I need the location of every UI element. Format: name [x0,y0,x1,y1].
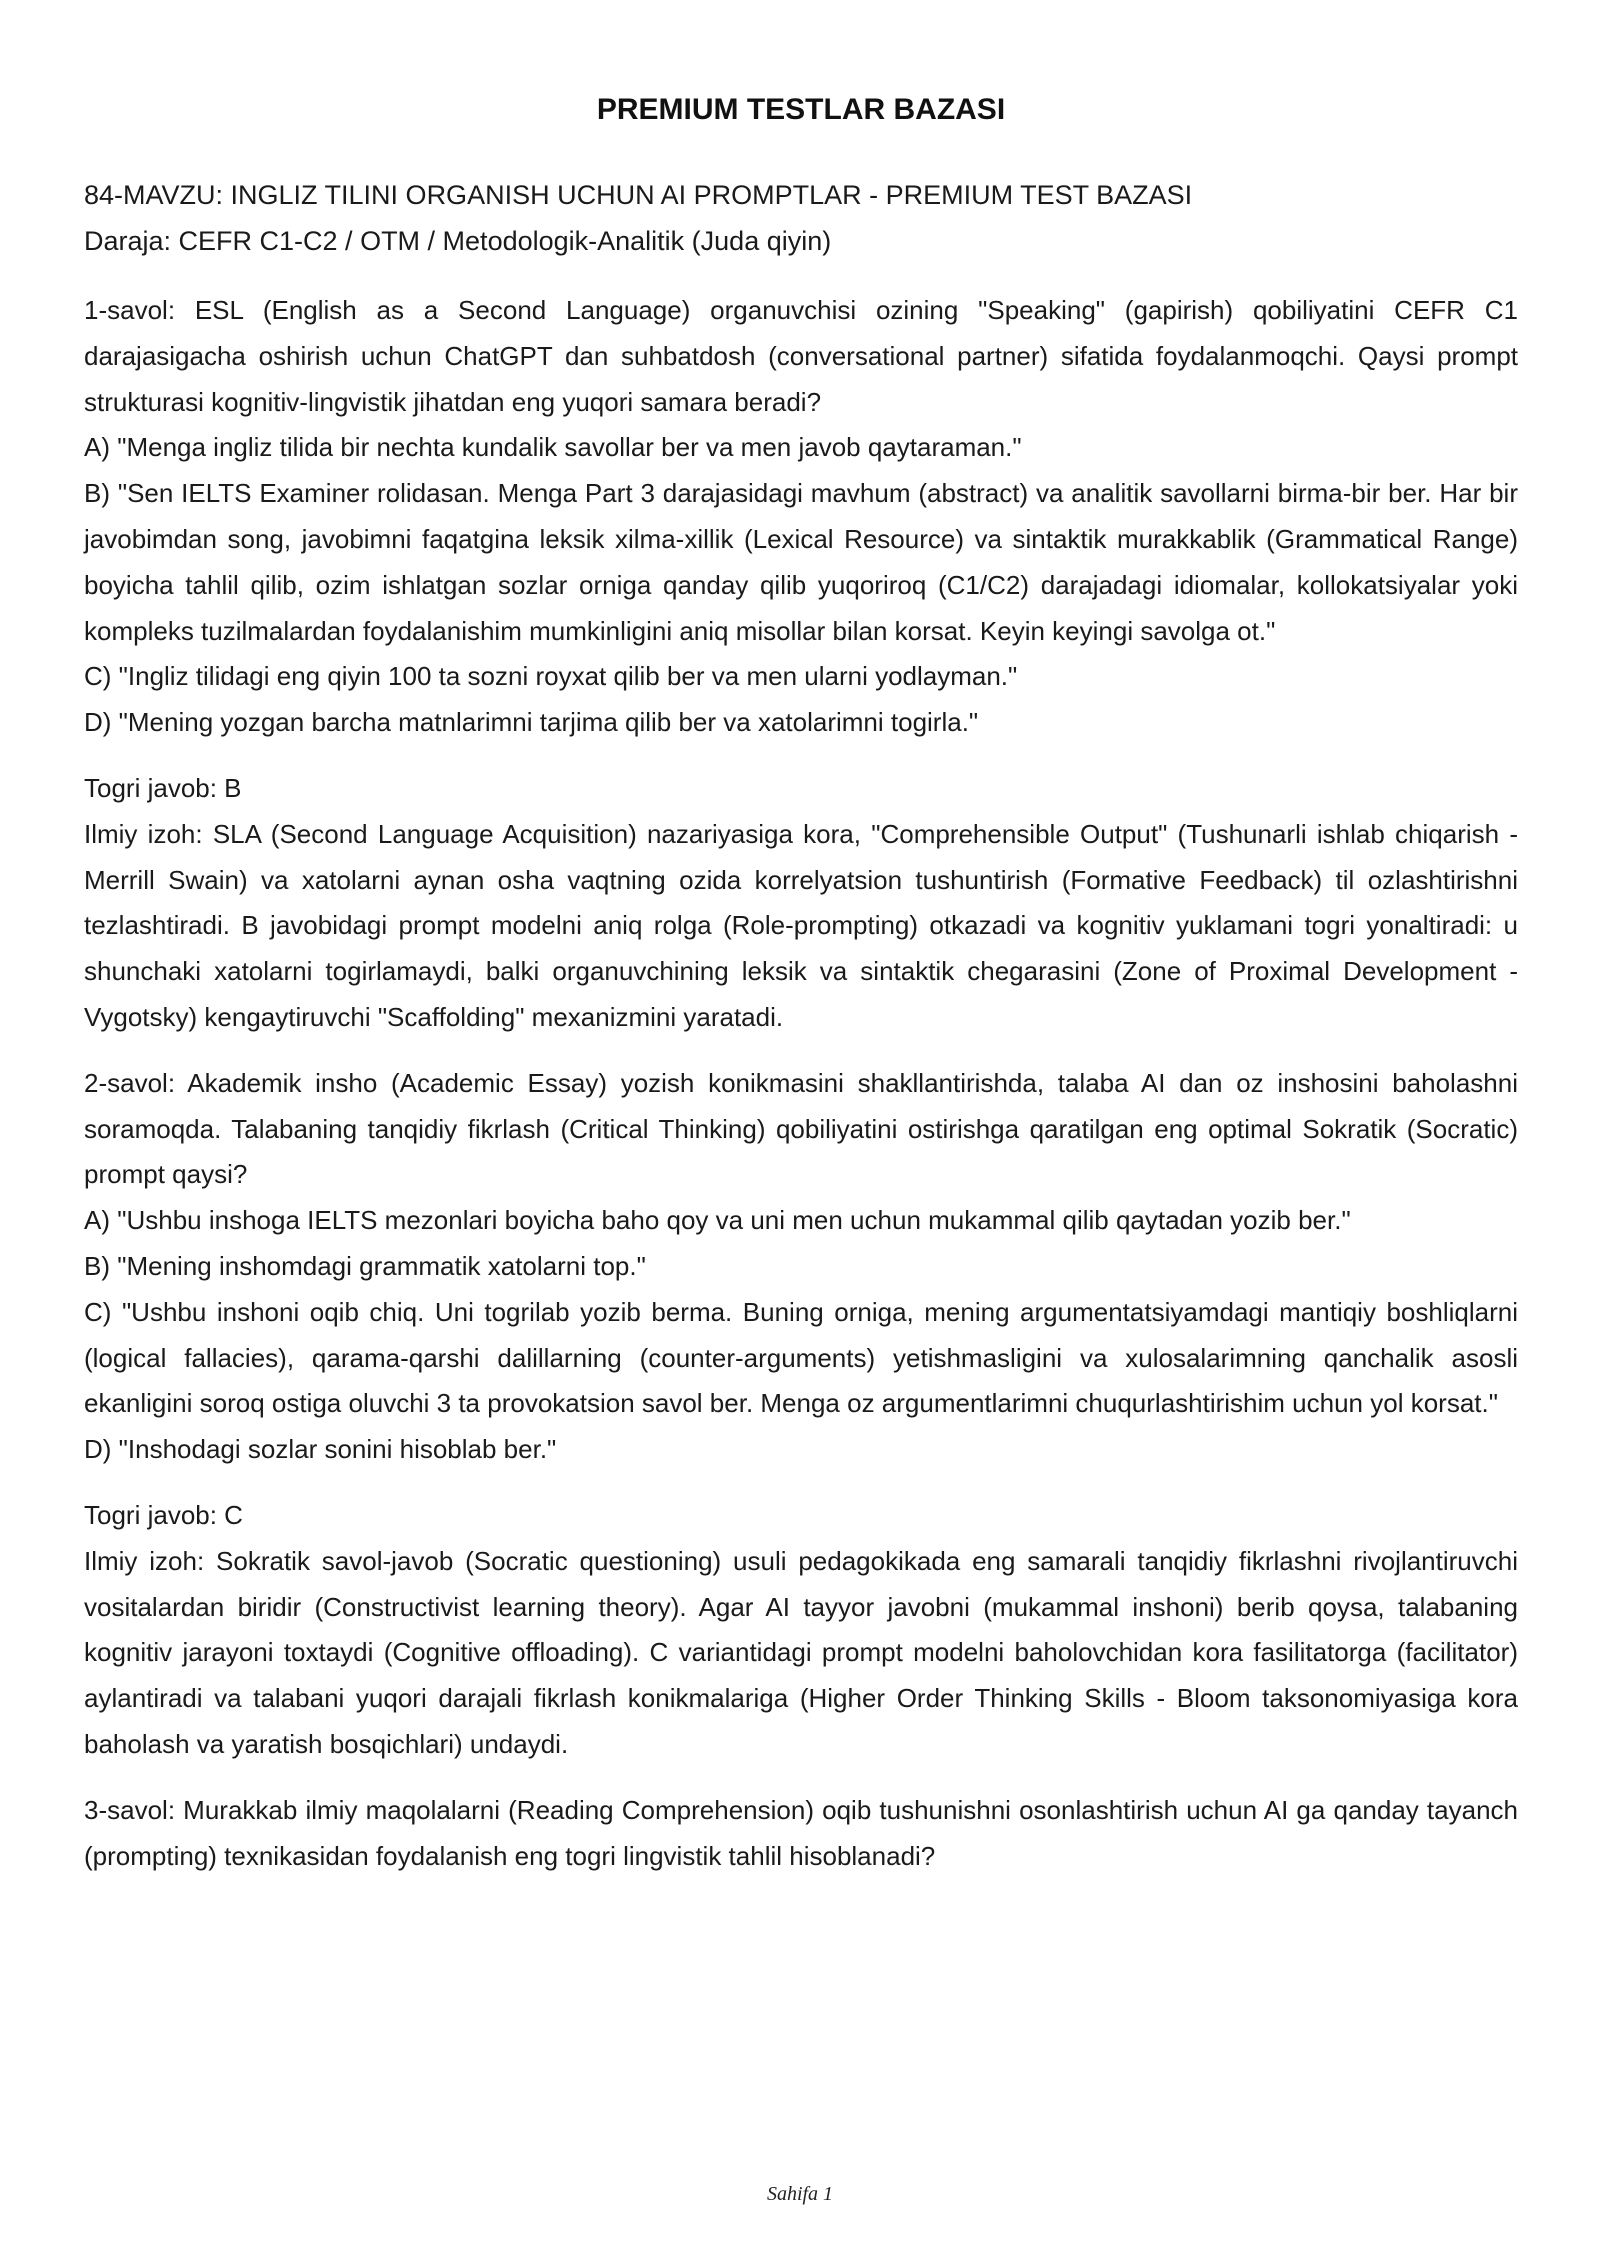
correct-answer: Togri javob: C [84,1499,243,1530]
topic-line: 84-MAVZU: INGLIZ TILINI ORGANISH UCHUN AI PROMPTLAR - PREMIUM TEST BAZASI [84,180,1193,210]
answer-1 [84,766,1518,1041]
explanation: Ilmiy izoh: SLA (Second Language Acquisition) nazariyasiga kora, "Comprehensible Output" (Tushunarli ishlab chiqarish - Merrill Swain) va xatolarni aynan osha vaqtning ozida korrelyatsion tushuntirish (Formative Feedback) til ozlashtirishni tezlashtiradi. B javobidagi prompt modelni aniq rolga (Role-prompting) otkazadi va kognitiv yuklamani togri yonaltiradi: u shunchaki xatolarni togirlamaydi, balki organuvchining leksik va sintaktik chegarasini (Zone of Proximal Development - Vygotsky) kengaytiruvchi "Scaffolding" mexanizmini yaratadi. [84,818,1518,1032]
answer-2 [84,1493,1518,1768]
option-a: A) "Menga ingliz tilida bir nechta kundalik savollar ber va men javob qaytaraman." [84,432,1022,463]
question-text: 2-savol: Akademik insho (Academic Essay) yozish konikmasini shakllantirishda, talaba AI dan oz inshosini baholashni soramoqda. Talabaning tanqidiy fikrlash (Critical Thinking) qobiliyatini ostirishga qaratilgan eng optimal Sokratik (Socratic) prompt qaysi? [84,1067,1518,1190]
question-text: 3-savol: Murakkab ilmiy maqolalarni (Reading Comprehension) oqib tushunishni osonlashtirish uchun AI ga qanday tayanch (prompting) texnikasidan foydalanish eng togri lingvistik tahlil hisoblanadi? [84,1794,1518,1871]
option-d: D) "Mening yozgan barcha matnlarimni tarjima qilib ber va xatolarimni togirla." [84,707,979,738]
option-d: D) "Inshodagi sozlar sonini hisoblab ber." [84,1434,557,1465]
page-number: Sahifa 1 [766,2183,834,2205]
question-3 [84,1788,1518,1880]
topic-header [84,172,1518,264]
explanation: Ilmiy izoh: Sokratik savol-javob (Socratic questioning) usuli pedagokikada eng samarali tanqidiy fikrlashni rivojlantiruvchi vositalardan biridir (Constructivist learning theory). Agar AI tayyor javobni (mukammal inshoni) berib qoysa, talabaning kognitiv jarayoni toxtaydi (Cognitive offloading). C variantidagi prompt modelni baholovchidan kora fasilitatorga (facilitator) aylantiradi va talabani yuqori darajali fikrlash konikmalariga (Higher Order Thinking Skills - Bloom taksonomiyasiga kora baholash va yaratish bosqichlari) undaydi. [84,1545,1518,1759]
option-b: B) "Sen IELTS Examiner rolidasan. Menga Part 3 darajasidagi mavhum (abstract) va analitik savollarni birma-bir ber. Har bir javobimdan song, javobimni faqatgina leksik xilma-xillik (Lexical Resource) va sintaktik murakkablik (Grammatical Range) boyicha tahlil qilib, ozim ishlatgan sozlar orniga qanday qilib yuqoriroq (C1/C2) darajadagi idiomalar, kollokatsiyalar yoki kompleks tuzilmalardan foydalanishim mumkinligini aniq misollar bilan korsat. Keyin keyingi savolga ot." [84,478,1518,646]
correct-answer: Togri javob: B [84,772,242,803]
question-2 [84,1061,1518,1473]
option-c: C) "Ingliz tilidagi eng qiyin 100 ta sozni royxat qilib ber va men ularni yodlayman." [84,661,1018,692]
question-1 [84,288,1518,746]
option-c: C) "Ushbu inshoni oqib chiq. Uni togrilab yozib berma. Buning orniga, mening argumentatsiyamdagi mantiqiy boshliqlarni (logical fallacies), qarama-qarshi dalillarning (counter-arguments) yetishmasligini va xulosalarimning qanchalik asosli ekanligini soroq ostiga oluvchi 3 ta provokatsion savol ber. Menga oz argumentlarimni chuqurlashtirishim uchun yol korsat." [84,1296,1518,1419]
option-a: A) "Ushbu inshoga IELTS mezonlari boyicha baho qoy va uni men uchun mukammal qilib qaytadan yozib ber." [84,1205,1351,1236]
question-text: 1-savol: ESL (English as a Second Language) organuvchisi ozining "Speaking" (gapirish) qobiliyatini CEFR C1 darajasigacha oshirish uchun ChatGPT dan suhbatdosh (conversational partner) sifatida foydalanmoqchi. Qaysi prompt strukturasi kognitiv-lingvistik jihatdan eng yuqori samara beradi? [84,295,1518,417]
page-title: PREMIUM TESTLAR BAZASI [596,93,1006,126]
option-b: B) "Mening inshomdagi grammatik xatolarni top." [84,1250,646,1281]
level-line: Daraja: CEFR C1-C2 / OTM / Metodologik-Analitik (Juda qiyin) [84,226,832,256]
